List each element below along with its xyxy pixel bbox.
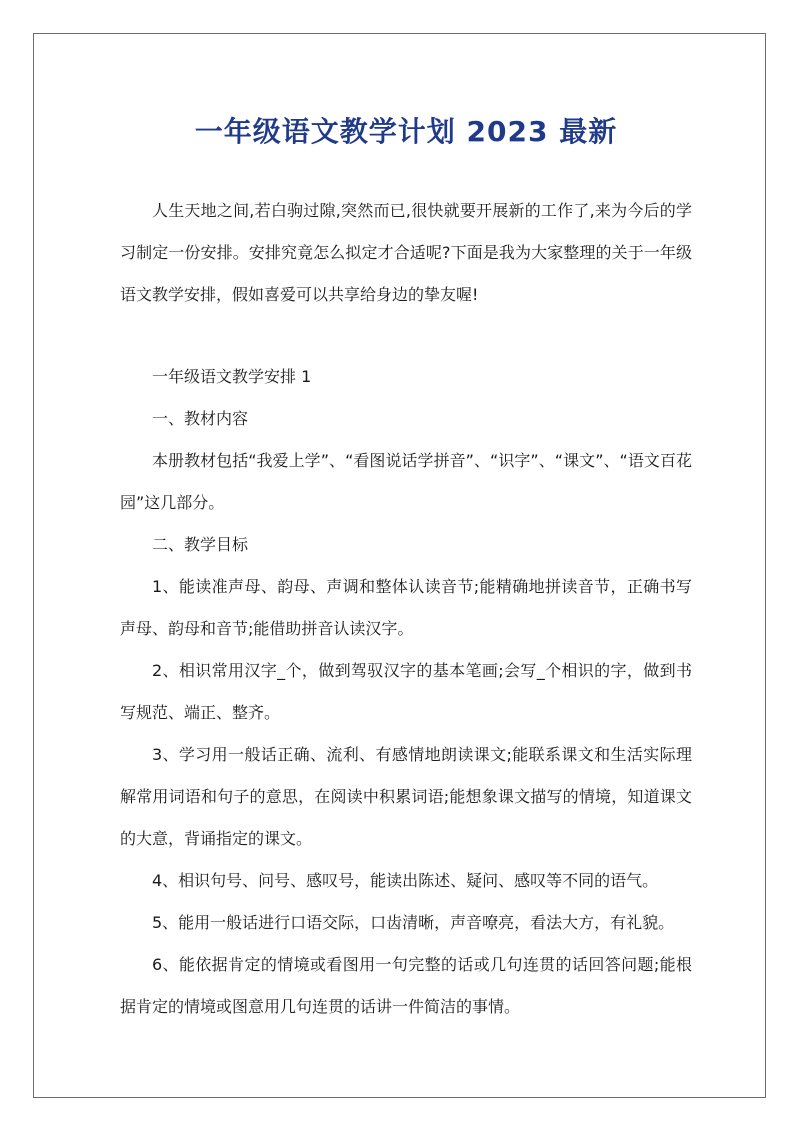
subsection-heading: 一、教材内容 bbox=[152, 409, 249, 428]
goal-item: 2、相识常用汉字_个，做到驾驭汉字的基本笔画;会写_个相识的字，做到书写规范、端正、整齐。 bbox=[120, 661, 692, 722]
goal-item: 1、能读准声母、韵母、声调和整体认读音节;能精确地拼读音节，正确书写声母、韵母和音节;能借助拼音认读汉字。 bbox=[120, 577, 692, 638]
intro-paragraph: 人生天地之间,若白驹过隙,突然而已,很快就要开展新的工作了,来为今后的学习制定一份安排。安排究竟怎么拟定才合适呢?下面是我为大家整理的关于一年级语文教学安排，假如喜爱可以共享给身边的挚友喔! bbox=[120, 201, 692, 304]
goal-item: 4、相识句号、问号、感叹号，能读出陈述、疑问、感叹等不同的语气。 bbox=[152, 871, 659, 890]
section-heading: 一年级语文教学安排 1 bbox=[152, 367, 312, 386]
document-body bbox=[120, 110, 692, 1028]
goal-item: 3、学习用一般话正确、流利、有感情地朗读课文;能联系课文和生活实际理解常用词语和句子的意思，在阅读中积累词语;能想象课文描写的情境，知道课文的大意，背诵指定的课文。 bbox=[120, 745, 692, 848]
body-paragraph: 本册教材包括“我爱上学”、“看图说话学拼音”、“识字”、“课文”、“语文百花园”这几部分。 bbox=[120, 451, 692, 512]
goal-item: 5、能用一般话进行口语交际，口齿清晰，声音嘹亮，看法大方，有礼貌。 bbox=[152, 913, 675, 932]
spacer bbox=[120, 316, 692, 356]
goal-item: 6、能依据肯定的情境或看图用一句完整的话或几句连贯的话回答问题;能根据肯定的情境或图意用几句连贯的话讲一件简洁的事情。 bbox=[120, 955, 692, 1016]
document-title: 一年级语文教学计划 2023 最新 bbox=[194, 115, 618, 148]
subsection-heading: 二、教学目标 bbox=[152, 535, 249, 554]
